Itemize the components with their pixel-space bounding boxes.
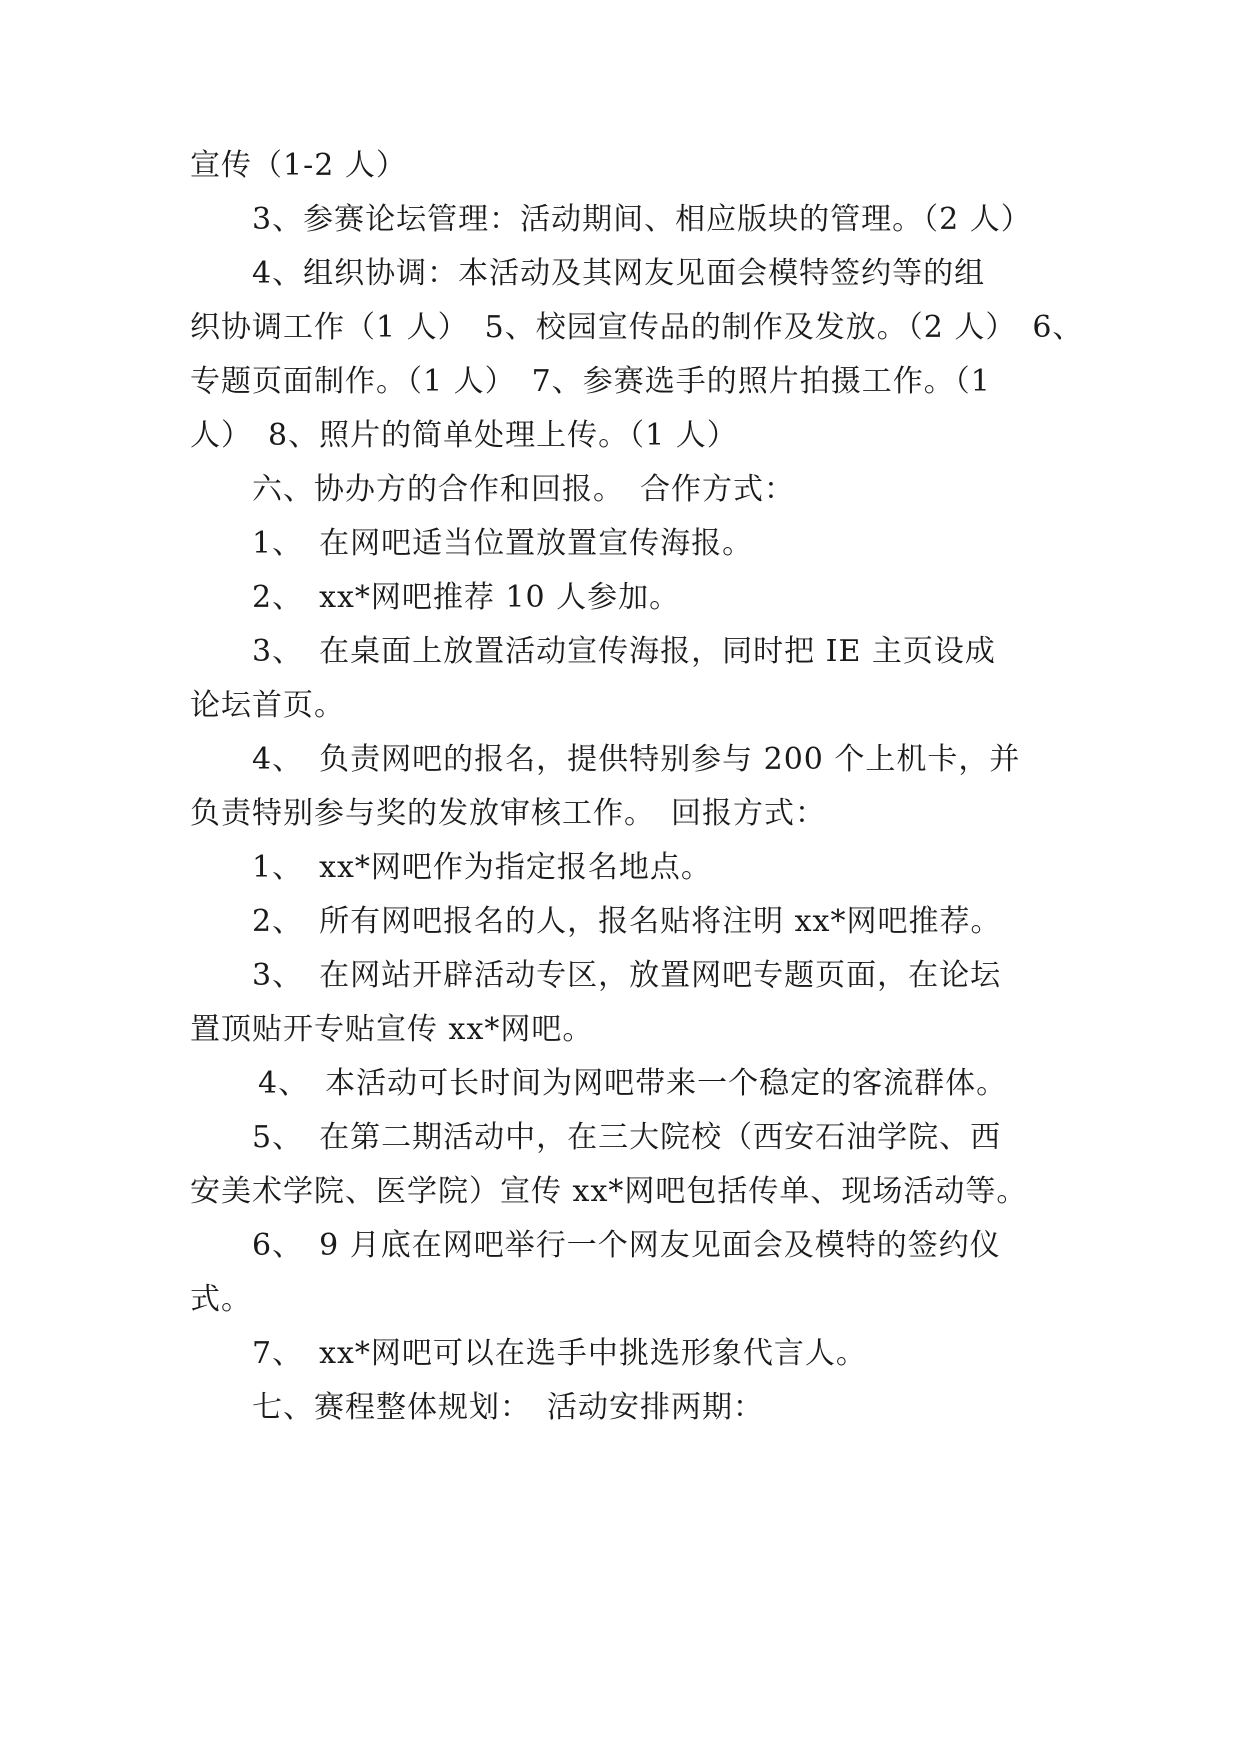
text-line: 1、 在网吧适当位置放置宣传海报。: [252, 526, 754, 561]
text-line: 4、 负责网吧的报名，提供特别参与 200 个上机卡，并: [252, 742, 1021, 777]
text-line: 1、 xx*网吧作为指定报名地点。: [252, 850, 712, 885]
text-line: 人） 8、照片的简单处理上传。（1 人）: [190, 418, 738, 453]
text-line: 7、 xx*网吧可以在选手中挑选形象代言人。: [252, 1336, 867, 1371]
text-line: 六、协办方的合作和回报。 合作方式：: [252, 472, 795, 507]
text-line: 宣传（1-2 人）: [190, 148, 407, 183]
text-line: 2、 所有网吧报名的人，报名贴将注明 xx*网吧推荐。: [252, 904, 1002, 939]
text-line: 负责特别参与奖的发放审核工作。 回报方式：: [190, 796, 826, 831]
text-line: 置顶贴开专贴宣传 xx*网吧。: [190, 1012, 594, 1047]
text-line: 3、参赛论坛管理：活动期间、相应版块的管理。（2 人）: [252, 202, 1032, 237]
text-line: 七、赛程整体规划： 活动安排两期：: [252, 1390, 764, 1425]
text-line: 式。: [190, 1282, 252, 1317]
text-line: 4、 本活动可长时间为网吧带来一个稳定的客流群体。: [258, 1066, 1008, 1101]
text-line: 3、 在网站开辟活动专区，放置网吧专题页面，在论坛: [252, 958, 1002, 993]
text-line: 5、 在第二期活动中，在三大院校（西安石油学院、西: [252, 1120, 1002, 1155]
text-line: 2、 xx*网吧推荐 10 人参加。: [252, 580, 681, 615]
text-line: 织协调工作（1 人） 5、校园宣传品的制作及发放。（2 人） 6、: [190, 310, 1084, 345]
text-line: 论坛首页。: [190, 688, 345, 723]
text-line: 6、 9 月底在网吧举行一个网友见面会及模特的签约仪: [252, 1228, 1001, 1263]
text-line: 4、组织协调：本活动及其网友见面会模特签约等的组: [252, 256, 986, 291]
text-line: 专题页面制作。（1 人） 7、参赛选手的照片拍摄工作。（1: [190, 364, 991, 399]
text-line: 安美术学院、医学院）宣传 xx*网吧包括传单、现场活动等。: [190, 1174, 1028, 1209]
text-line: 3、 在桌面上放置活动宣传海报，同时把 IE 主页设成: [252, 634, 996, 669]
